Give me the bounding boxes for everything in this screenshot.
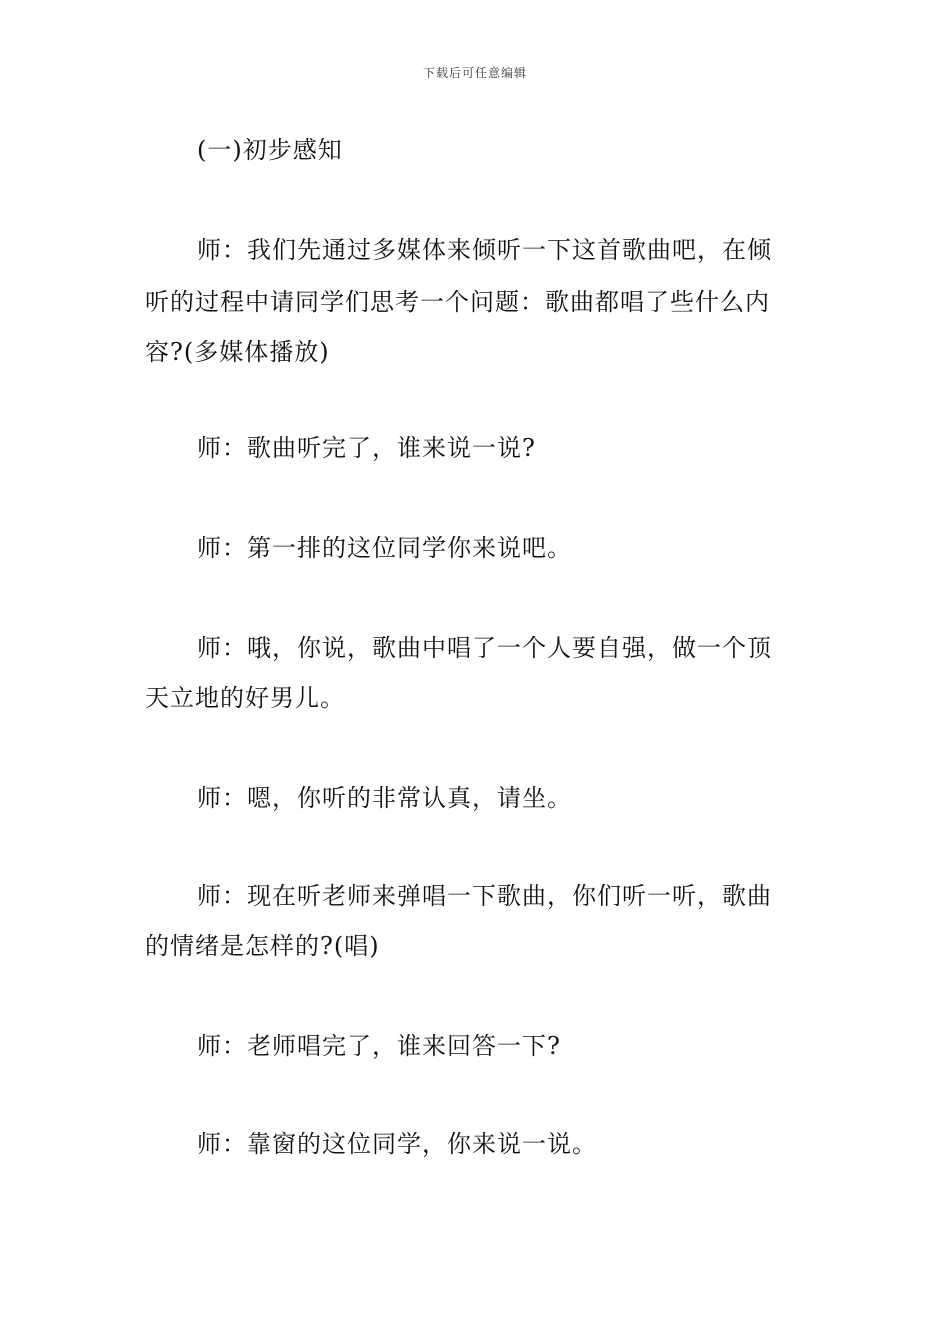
paragraph-3-line-1: 师：第一排的这位同学你来说吧。 [197,534,572,562]
paragraph-7-line-1: 师：老师唱完了，谁来回答一下? [197,1032,561,1060]
paragraph-1-line-3: 容?(多媒体播放) [145,338,330,366]
paragraph-5-line-1: 师：嗯，你听的非常认真，请坐。 [197,784,572,812]
paragraph-4-line-2: 天立地的好男儿。 [145,684,345,712]
paragraph-6-line-2: 的情绪是怎样的?(唱) [145,932,380,960]
paragraph-4-line-1: 师：哦，你说，歌曲中唱了一个人要自强，做一个顶 [197,634,772,662]
paragraph-2-line-1: 师：歌曲听完了，谁来说一说? [197,434,536,462]
page-header: 下载后可任意编辑 [422,66,527,80]
paragraph-1-line-1: 师：我们先通过多媒体来倾听一下这首歌曲吧，在倾 [197,236,772,264]
paragraph-8-line-1: 师：靠窗的这位同学，你来说一说。 [197,1130,597,1158]
paragraph-6-line-1: 师：现在听老师来弹唱一下歌曲，你们听一听，歌曲 [197,882,772,910]
section-title: (一)初步感知 [197,136,343,164]
paragraph-1-line-2: 听的过程中请同学们思考一个问题：歌曲都唱了些什么内 [145,288,770,316]
